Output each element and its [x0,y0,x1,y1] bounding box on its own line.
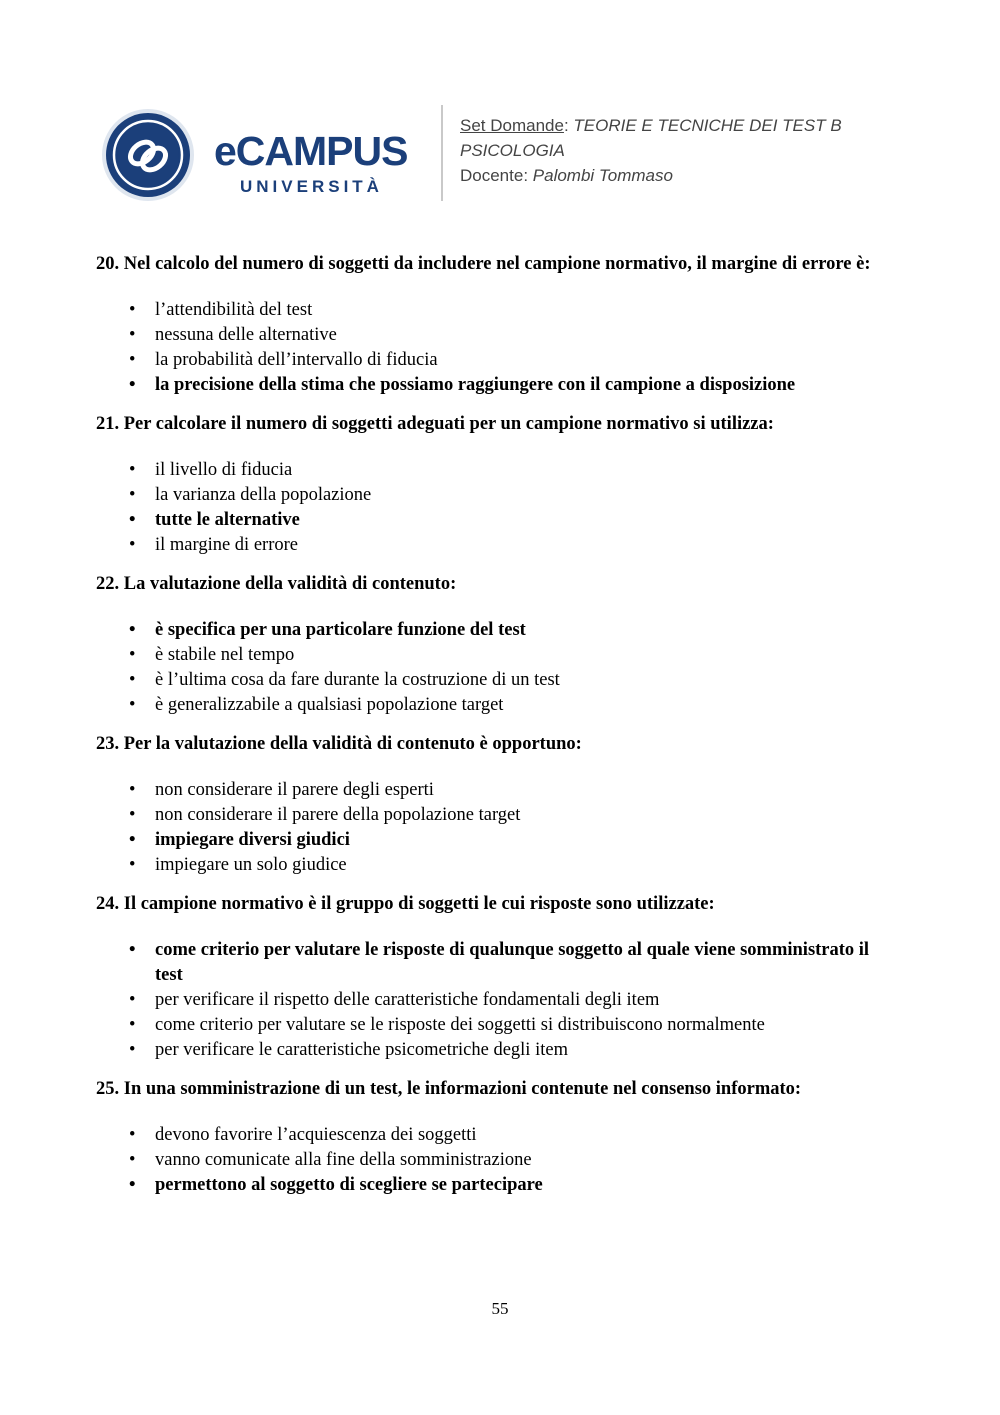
set-value-line2: PSICOLOGIA [460,141,565,160]
answer-option [96,1038,896,1063]
answer-option [96,693,896,718]
bullet-icon: • [129,350,136,370]
answer-options [96,1123,896,1198]
answer-options [96,938,896,1063]
docente-label: Docente: [460,166,529,185]
answer-option [96,483,896,508]
answer-option-correct [96,618,896,643]
answer-option-text: non considerare il parere degli esperti [155,780,434,800]
answer-options [96,298,896,398]
bullet-icon: • [129,695,136,715]
bullet-icon: • [129,325,136,345]
bullet-icon: • [129,645,136,665]
answer-option-correct [96,373,896,398]
logo-subtitle: UNIVERSITÀ [240,177,383,196]
answer-option-text: la probabilità dell’intervallo di fiducia [155,350,438,370]
set-value: TEORIE E TECNICHE DEI TEST B [573,116,842,135]
answer-option-text: la varianza della popolazione [155,485,372,505]
page-number: 55 [491,1299,509,1318]
answer-option-text: impiegare un solo giudice [155,855,347,875]
question-block [96,892,896,1063]
answer-option-text: vanno comunicate alla fine della somministrazione [155,1150,532,1170]
ecampus-seal-icon [100,107,196,203]
bullet-icon: • [129,460,136,480]
answer-option-text: non considerare il parere della popolazione target [155,805,521,825]
answer-option [96,533,896,558]
bullet-icon: • [129,300,136,320]
answer-options [96,778,896,878]
answer-option [96,803,896,828]
answer-option-text: il margine di errore [155,535,298,555]
answer-option [96,458,896,483]
bullet-icon: • [129,830,136,850]
bullet-icon: • [129,1150,136,1170]
question-list [96,252,896,1212]
answer-options [96,458,896,558]
answer-option-text: l’attendibilità del test [155,300,313,320]
document-header [100,103,900,203]
answer-options [96,618,896,718]
answer-option-text: nessuna delle alternative [155,325,337,345]
answer-option [96,348,896,373]
bullet-icon: • [129,375,136,395]
answer-option [96,853,896,878]
answer-option-correct [96,508,896,533]
answer-option-text: è generalizzabile a qualsiasi popolazione target [155,695,504,715]
question-block [96,412,896,558]
docente-value: Palombi Tommaso [532,166,673,185]
bullet-icon: • [129,855,136,875]
answer-option [96,643,896,668]
bullet-icon: • [129,1125,136,1145]
question-title: 24. Il campione normativo è il gruppo di soggetti le cui risposte sono utilizzate: [96,894,715,914]
answer-option [96,1123,896,1148]
question-block [96,572,896,718]
answer-option-text: è specifica per una particolare funzione del test [155,620,526,640]
answer-option-text: per verificare le caratteristiche psicometriche degli item [155,1040,568,1060]
bullet-icon: • [129,990,136,1010]
answer-option-correct [96,828,896,853]
answer-option-text: impiegare diversi giudici [155,830,350,850]
logo-wordmark: eCAMPUS [214,128,408,174]
answer-option-text: il livello di fiducia [155,460,293,480]
question-block [96,252,896,398]
answer-option-text: devono favorire l’acquiescenza dei soggetti [155,1125,477,1145]
answer-option-text: è stabile nel tempo [155,645,295,665]
answer-option [96,323,896,348]
bullet-icon: • [129,535,136,555]
bullet-icon: • [129,780,136,800]
answer-option-text: per verificare il rispetto delle caratteristiche fondamentali degli item [155,990,660,1010]
answer-option [96,1148,896,1173]
answer-option-text: come criterio per valutare se le risposte dei soggetti si distribuiscono normalmente [155,1015,765,1035]
answer-option [96,1013,896,1038]
bullet-icon: • [129,1175,136,1195]
answer-option-text: tutte le alternative [155,510,300,530]
header-meta [460,113,842,188]
bullet-icon: • [129,620,136,640]
question-title: 20. Nel calcolo del numero di soggetti da includere nel campione normativo, il margine di errore è: [96,254,871,274]
bullet-icon: • [129,510,136,530]
answer-option [96,988,896,1013]
docente-line [460,163,842,188]
bullet-icon: • [129,805,136,825]
answer-option-text: come criterio per valutare le risposte di qualunque soggetto al quale viene somministrato il test [155,940,870,985]
question-block [96,1077,896,1198]
set-label: Set Domande [460,116,564,135]
answer-option [96,668,896,693]
bullet-icon: • [129,485,136,505]
answer-option-text: permettono al soggetto di scegliere se partecipare [155,1175,543,1195]
answer-option-correct [96,938,896,988]
answer-option-text: la precisione della stima che possiamo raggiungere con il campione a disposizione [155,375,796,395]
question-title: 21. Per calcolare il numero di soggetti adeguati per un campione normativo si utilizza: [96,414,774,434]
bullet-icon: • [129,1040,136,1060]
set-line [460,113,842,138]
bullet-icon: • [129,940,136,960]
set-separator: : [563,116,569,135]
answer-option [96,778,896,803]
question-title: 25. In una somministrazione di un test, le informazioni contenute nel consenso informato: [96,1079,802,1099]
question-title: 23. Per la valutazione della validità di contenuto è opportuno: [96,734,582,754]
answer-option-correct [96,1173,896,1198]
answer-option-text: è l’ultima cosa da fare durante la costruzione di un test [155,670,560,690]
bullet-icon: • [129,1015,136,1035]
question-block [96,732,896,878]
bullet-icon: • [129,670,136,690]
answer-option [96,298,896,323]
question-title: 22. La valutazione della validità di contenuto: [96,574,457,594]
header-divider [441,105,443,201]
